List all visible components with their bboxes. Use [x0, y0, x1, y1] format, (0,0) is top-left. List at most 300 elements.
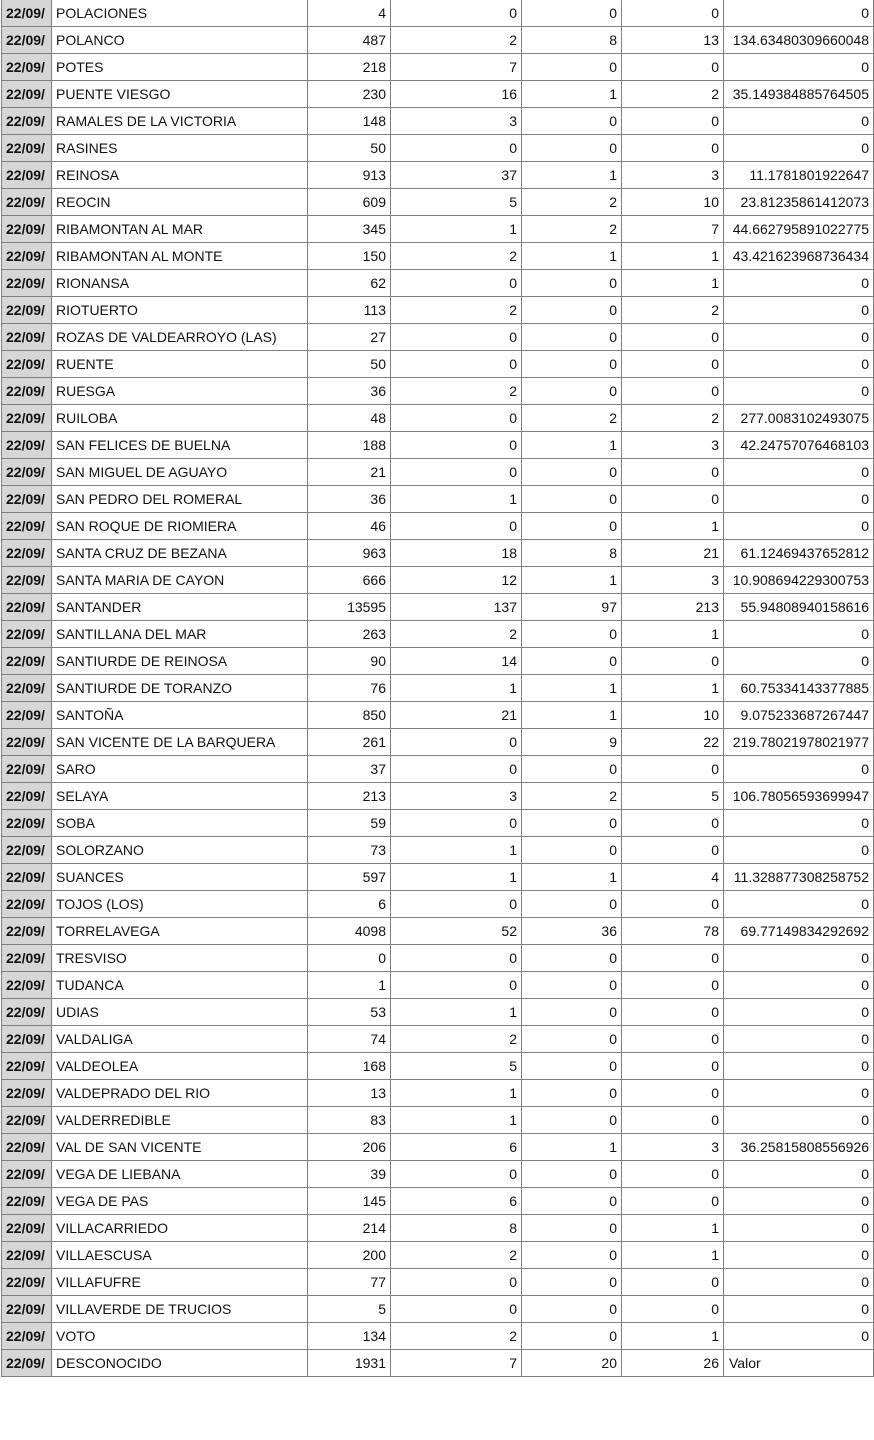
value-cell[interactable]: 0 — [622, 459, 724, 486]
date-cell[interactable]: 22/09/ — [2, 378, 52, 405]
date-cell[interactable]: 22/09/ — [2, 27, 52, 54]
date-cell[interactable]: 22/09/ — [2, 1350, 52, 1377]
rate-cell[interactable]: 10.908694229300753 — [724, 567, 874, 594]
rate-cell[interactable]: 0 — [724, 108, 874, 135]
value-cell[interactable]: 9 — [522, 729, 622, 756]
value-cell[interactable]: 78 — [622, 918, 724, 945]
rate-cell[interactable]: 0 — [724, 54, 874, 81]
date-cell[interactable]: 22/09/ — [2, 1161, 52, 1188]
date-cell[interactable]: 22/09/ — [2, 702, 52, 729]
total-cell[interactable]: 50 — [308, 351, 391, 378]
value-cell[interactable]: 0 — [522, 1188, 622, 1215]
rate-cell[interactable]: 0 — [724, 1107, 874, 1134]
total-cell[interactable]: 850 — [308, 702, 391, 729]
total-cell[interactable]: 1 — [308, 972, 391, 999]
municipality-cell[interactable]: SANTANDER — [52, 594, 308, 621]
rate-cell[interactable]: 0 — [724, 1026, 874, 1053]
date-cell[interactable]: 22/09/ — [2, 621, 52, 648]
total-cell[interactable]: 90 — [308, 648, 391, 675]
value-cell[interactable]: 2 — [391, 1026, 522, 1053]
value-cell[interactable]: 0 — [622, 1026, 724, 1053]
date-cell[interactable]: 22/09/ — [2, 162, 52, 189]
value-cell[interactable]: 1 — [391, 864, 522, 891]
value-cell[interactable]: 213 — [622, 594, 724, 621]
total-cell[interactable]: 36 — [308, 486, 391, 513]
value-cell[interactable]: 0 — [522, 756, 622, 783]
value-cell[interactable]: 0 — [522, 1269, 622, 1296]
value-cell[interactable]: 0 — [391, 513, 522, 540]
value-cell[interactable]: 0 — [391, 729, 522, 756]
rate-cell[interactable]: 69.77149834292692 — [724, 918, 874, 945]
rate-cell[interactable]: 0 — [724, 1080, 874, 1107]
date-cell[interactable]: 22/09/ — [2, 0, 52, 27]
rate-cell[interactable]: 0 — [724, 0, 874, 27]
value-cell[interactable]: 13 — [622, 27, 724, 54]
total-cell[interactable]: 83 — [308, 1107, 391, 1134]
value-cell[interactable]: 2 — [522, 216, 622, 243]
value-cell[interactable]: 0 — [522, 621, 622, 648]
date-cell[interactable]: 22/09/ — [2, 81, 52, 108]
rate-cell[interactable]: 35.149384885764505 — [724, 81, 874, 108]
value-cell[interactable]: 2 — [391, 27, 522, 54]
value-cell[interactable]: 0 — [522, 351, 622, 378]
total-cell[interactable]: 21 — [308, 459, 391, 486]
value-cell[interactable]: 0 — [622, 1269, 724, 1296]
rate-cell[interactable]: 0 — [724, 945, 874, 972]
municipality-cell[interactable]: SOBA — [52, 810, 308, 837]
date-cell[interactable]: 22/09/ — [2, 972, 52, 999]
date-cell[interactable]: 22/09/ — [2, 405, 52, 432]
value-cell[interactable]: 37 — [391, 162, 522, 189]
value-cell[interactable]: 2 — [522, 783, 622, 810]
value-cell[interactable]: 0 — [522, 1080, 622, 1107]
rate-cell[interactable]: 0 — [724, 891, 874, 918]
date-cell[interactable]: 22/09/ — [2, 1296, 52, 1323]
date-cell[interactable]: 22/09/ — [2, 837, 52, 864]
total-cell[interactable]: 261 — [308, 729, 391, 756]
value-cell[interactable]: 1 — [622, 1323, 724, 1350]
date-cell[interactable]: 22/09/ — [2, 459, 52, 486]
total-cell[interactable]: 6 — [308, 891, 391, 918]
total-cell[interactable]: 62 — [308, 270, 391, 297]
value-cell[interactable]: 0 — [522, 891, 622, 918]
value-cell[interactable]: 2 — [391, 297, 522, 324]
value-cell[interactable]: 0 — [391, 270, 522, 297]
value-cell[interactable]: 0 — [522, 486, 622, 513]
rate-cell[interactable]: 55.94808940158616 — [724, 594, 874, 621]
municipality-cell[interactable]: VAL DE SAN VICENTE — [52, 1134, 308, 1161]
value-cell[interactable]: 0 — [391, 324, 522, 351]
total-cell[interactable]: 230 — [308, 81, 391, 108]
value-cell[interactable]: 1 — [391, 675, 522, 702]
value-cell[interactable]: 3 — [622, 1134, 724, 1161]
date-cell[interactable]: 22/09/ — [2, 594, 52, 621]
date-cell[interactable]: 22/09/ — [2, 108, 52, 135]
rate-cell[interactable]: 0 — [724, 1053, 874, 1080]
total-cell[interactable]: 214 — [308, 1215, 391, 1242]
date-cell[interactable]: 22/09/ — [2, 540, 52, 567]
total-cell[interactable]: 13 — [308, 1080, 391, 1107]
value-cell[interactable]: 18 — [391, 540, 522, 567]
date-cell[interactable]: 22/09/ — [2, 810, 52, 837]
date-cell[interactable]: 22/09/ — [2, 216, 52, 243]
value-cell[interactable]: 6 — [391, 1134, 522, 1161]
municipality-cell[interactable]: POLACIONES — [52, 0, 308, 27]
value-cell[interactable]: 10 — [622, 702, 724, 729]
value-cell[interactable]: 0 — [522, 54, 622, 81]
value-cell[interactable]: 2 — [522, 189, 622, 216]
value-cell[interactable]: 0 — [522, 1215, 622, 1242]
total-cell[interactable]: 134 — [308, 1323, 391, 1350]
value-cell[interactable]: 0 — [522, 108, 622, 135]
rate-cell[interactable]: 0 — [724, 270, 874, 297]
date-cell[interactable]: 22/09/ — [2, 891, 52, 918]
date-cell[interactable]: 22/09/ — [2, 783, 52, 810]
value-cell[interactable]: 0 — [391, 459, 522, 486]
rate-cell[interactable]: 44.662795891022775 — [724, 216, 874, 243]
value-cell[interactable]: 1 — [522, 243, 622, 270]
value-cell[interactable]: 1 — [622, 1242, 724, 1269]
date-cell[interactable]: 22/09/ — [2, 1269, 52, 1296]
municipality-cell[interactable]: SANTIURDE DE TORANZO — [52, 675, 308, 702]
value-cell[interactable]: 0 — [622, 648, 724, 675]
date-cell[interactable]: 22/09/ — [2, 918, 52, 945]
value-cell[interactable]: 1 — [522, 864, 622, 891]
value-cell[interactable]: 0 — [391, 945, 522, 972]
rate-cell[interactable]: 11.1781801922647 — [724, 162, 874, 189]
value-cell[interactable]: 0 — [622, 135, 724, 162]
value-cell[interactable]: 2 — [622, 405, 724, 432]
value-cell[interactable]: 0 — [391, 972, 522, 999]
value-cell[interactable]: 0 — [391, 405, 522, 432]
municipality-cell[interactable]: SANTA CRUZ DE BEZANA — [52, 540, 308, 567]
municipality-cell[interactable]: SANTIURDE DE REINOSA — [52, 648, 308, 675]
value-cell[interactable]: 1 — [391, 1080, 522, 1107]
value-cell[interactable]: 0 — [622, 486, 724, 513]
municipality-cell[interactable]: ROZAS DE VALDEARROYO (LAS) — [52, 324, 308, 351]
rate-cell[interactable]: Valor — [724, 1350, 874, 1377]
value-cell[interactable]: 1 — [391, 999, 522, 1026]
date-cell[interactable]: 22/09/ — [2, 351, 52, 378]
municipality-cell[interactable]: SOLORZANO — [52, 837, 308, 864]
value-cell[interactable]: 1 — [522, 675, 622, 702]
value-cell[interactable]: 0 — [522, 0, 622, 27]
value-cell[interactable]: 1 — [522, 162, 622, 189]
total-cell[interactable]: 53 — [308, 999, 391, 1026]
value-cell[interactable]: 7 — [622, 216, 724, 243]
value-cell[interactable]: 0 — [622, 351, 724, 378]
value-cell[interactable]: 0 — [622, 1161, 724, 1188]
total-cell[interactable]: 218 — [308, 54, 391, 81]
value-cell[interactable]: 0 — [622, 810, 724, 837]
total-cell[interactable]: 39 — [308, 1161, 391, 1188]
rate-cell[interactable]: 60.75334143377885 — [724, 675, 874, 702]
rate-cell[interactable]: 43.421623968736434 — [724, 243, 874, 270]
municipality-cell[interactable]: TOJOS (LOS) — [52, 891, 308, 918]
value-cell[interactable]: 10 — [622, 189, 724, 216]
municipality-cell[interactable]: PUENTE VIESGO — [52, 81, 308, 108]
date-cell[interactable]: 22/09/ — [2, 1107, 52, 1134]
total-cell[interactable]: 150 — [308, 243, 391, 270]
total-cell[interactable]: 609 — [308, 189, 391, 216]
value-cell[interactable]: 1 — [522, 1134, 622, 1161]
total-cell[interactable]: 145 — [308, 1188, 391, 1215]
total-cell[interactable]: 213 — [308, 783, 391, 810]
total-cell[interactable]: 73 — [308, 837, 391, 864]
value-cell[interactable]: 137 — [391, 594, 522, 621]
municipality-cell[interactable]: RIBAMONTAN AL MONTE — [52, 243, 308, 270]
value-cell[interactable]: 1 — [522, 702, 622, 729]
date-cell[interactable]: 22/09/ — [2, 324, 52, 351]
value-cell[interactable]: 0 — [522, 648, 622, 675]
value-cell[interactable]: 4 — [622, 864, 724, 891]
total-cell[interactable]: 59 — [308, 810, 391, 837]
municipality-cell[interactable]: VEGA DE LIEBANA — [52, 1161, 308, 1188]
value-cell[interactable]: 0 — [522, 972, 622, 999]
total-cell[interactable]: 487 — [308, 27, 391, 54]
total-cell[interactable]: 5 — [308, 1296, 391, 1323]
total-cell[interactable]: 666 — [308, 567, 391, 594]
value-cell[interactable]: 22 — [622, 729, 724, 756]
total-cell[interactable]: 1931 — [308, 1350, 391, 1377]
date-cell[interactable]: 22/09/ — [2, 297, 52, 324]
total-cell[interactable]: 48 — [308, 405, 391, 432]
rate-cell[interactable]: 0 — [724, 351, 874, 378]
value-cell[interactable]: 26 — [622, 1350, 724, 1377]
value-cell[interactable]: 0 — [622, 324, 724, 351]
rate-cell[interactable]: 0 — [724, 810, 874, 837]
date-cell[interactable]: 22/09/ — [2, 432, 52, 459]
value-cell[interactable]: 3 — [622, 567, 724, 594]
value-cell[interactable]: 1 — [622, 243, 724, 270]
value-cell[interactable]: 0 — [622, 1053, 724, 1080]
value-cell[interactable]: 1 — [391, 837, 522, 864]
total-cell[interactable]: 76 — [308, 675, 391, 702]
rate-cell[interactable]: 0 — [724, 999, 874, 1026]
value-cell[interactable]: 1 — [622, 270, 724, 297]
total-cell[interactable]: 50 — [308, 135, 391, 162]
value-cell[interactable]: 36 — [522, 918, 622, 945]
value-cell[interactable]: 1 — [522, 81, 622, 108]
value-cell[interactable]: 0 — [391, 810, 522, 837]
rate-cell[interactable]: 0 — [724, 135, 874, 162]
rate-cell[interactable]: 0 — [724, 1269, 874, 1296]
value-cell[interactable]: 0 — [522, 1107, 622, 1134]
municipality-cell[interactable]: SELAYA — [52, 783, 308, 810]
total-cell[interactable]: 77 — [308, 1269, 391, 1296]
total-cell[interactable]: 263 — [308, 621, 391, 648]
municipality-cell[interactable]: RIONANSA — [52, 270, 308, 297]
date-cell[interactable]: 22/09/ — [2, 135, 52, 162]
value-cell[interactable]: 3 — [391, 783, 522, 810]
date-cell[interactable]: 22/09/ — [2, 1053, 52, 1080]
value-cell[interactable]: 0 — [522, 810, 622, 837]
municipality-cell[interactable]: VILLAFUFRE — [52, 1269, 308, 1296]
rate-cell[interactable]: 0 — [724, 972, 874, 999]
value-cell[interactable]: 0 — [391, 1161, 522, 1188]
municipality-cell[interactable]: VILLACARRIEDO — [52, 1215, 308, 1242]
value-cell[interactable]: 0 — [622, 891, 724, 918]
rate-cell[interactable]: 134.63480309660048 — [724, 27, 874, 54]
municipality-cell[interactable]: TUDANCA — [52, 972, 308, 999]
municipality-cell[interactable]: RIOTUERTO — [52, 297, 308, 324]
value-cell[interactable]: 0 — [622, 945, 724, 972]
value-cell[interactable]: 1 — [391, 216, 522, 243]
value-cell[interactable]: 0 — [522, 1026, 622, 1053]
total-cell[interactable]: 36 — [308, 378, 391, 405]
date-cell[interactable]: 22/09/ — [2, 999, 52, 1026]
date-cell[interactable]: 22/09/ — [2, 648, 52, 675]
rate-cell[interactable]: 42.24757076468103 — [724, 432, 874, 459]
total-cell[interactable]: 4 — [308, 0, 391, 27]
rate-cell[interactable]: 36.25815808556926 — [724, 1134, 874, 1161]
date-cell[interactable]: 22/09/ — [2, 675, 52, 702]
rate-cell[interactable]: 0 — [724, 459, 874, 486]
value-cell[interactable]: 0 — [391, 351, 522, 378]
total-cell[interactable]: 345 — [308, 216, 391, 243]
value-cell[interactable]: 1 — [522, 567, 622, 594]
value-cell[interactable]: 16 — [391, 81, 522, 108]
value-cell[interactable]: 1 — [622, 513, 724, 540]
value-cell[interactable]: 0 — [522, 1053, 622, 1080]
value-cell[interactable]: 1 — [522, 432, 622, 459]
value-cell[interactable]: 12 — [391, 567, 522, 594]
value-cell[interactable]: 0 — [391, 432, 522, 459]
municipality-cell[interactable]: UDIAS — [52, 999, 308, 1026]
date-cell[interactable]: 22/09/ — [2, 513, 52, 540]
date-cell[interactable]: 22/09/ — [2, 945, 52, 972]
rate-cell[interactable]: 277.0083102493075 — [724, 405, 874, 432]
value-cell[interactable]: 0 — [522, 378, 622, 405]
value-cell[interactable]: 2 — [522, 405, 622, 432]
value-cell[interactable]: 0 — [522, 1296, 622, 1323]
municipality-cell[interactable]: TRESVISO — [52, 945, 308, 972]
municipality-cell[interactable]: VALDEPRADO DEL RIO — [52, 1080, 308, 1107]
total-cell[interactable]: 148 — [308, 108, 391, 135]
value-cell[interactable]: 5 — [391, 1053, 522, 1080]
rate-cell[interactable]: 0 — [724, 486, 874, 513]
value-cell[interactable]: 52 — [391, 918, 522, 945]
value-cell[interactable]: 3 — [622, 432, 724, 459]
date-cell[interactable]: 22/09/ — [2, 189, 52, 216]
date-cell[interactable]: 22/09/ — [2, 1323, 52, 1350]
value-cell[interactable]: 2 — [391, 1323, 522, 1350]
municipality-cell[interactable]: VILLAESCUSA — [52, 1242, 308, 1269]
value-cell[interactable]: 7 — [391, 1350, 522, 1377]
value-cell[interactable]: 0 — [522, 837, 622, 864]
value-cell[interactable]: 0 — [391, 891, 522, 918]
date-cell[interactable]: 22/09/ — [2, 54, 52, 81]
value-cell[interactable]: 1 — [622, 621, 724, 648]
total-cell[interactable]: 13595 — [308, 594, 391, 621]
value-cell[interactable]: 0 — [522, 1323, 622, 1350]
municipality-cell[interactable]: REOCIN — [52, 189, 308, 216]
value-cell[interactable]: 0 — [391, 756, 522, 783]
value-cell[interactable]: 1 — [391, 1107, 522, 1134]
value-cell[interactable]: 0 — [391, 0, 522, 27]
total-cell[interactable]: 37 — [308, 756, 391, 783]
value-cell[interactable]: 0 — [622, 1296, 724, 1323]
rate-cell[interactable]: 0 — [724, 297, 874, 324]
value-cell[interactable]: 0 — [622, 837, 724, 864]
rate-cell[interactable]: 61.12469437652812 — [724, 540, 874, 567]
municipality-cell[interactable]: VEGA DE PAS — [52, 1188, 308, 1215]
value-cell[interactable]: 0 — [391, 1269, 522, 1296]
rate-cell[interactable]: 0 — [724, 1215, 874, 1242]
municipality-cell[interactable]: SAN FELICES DE BUELNA — [52, 432, 308, 459]
total-cell[interactable]: 597 — [308, 864, 391, 891]
value-cell[interactable]: 1 — [622, 1215, 724, 1242]
municipality-cell[interactable]: VALDEOLEA — [52, 1053, 308, 1080]
value-cell[interactable]: 0 — [622, 108, 724, 135]
value-cell[interactable]: 2 — [391, 1242, 522, 1269]
value-cell[interactable]: 21 — [391, 702, 522, 729]
date-cell[interactable]: 22/09/ — [2, 1134, 52, 1161]
municipality-cell[interactable]: SUANCES — [52, 864, 308, 891]
value-cell[interactable]: 0 — [522, 999, 622, 1026]
municipality-cell[interactable]: SAN PEDRO DEL ROMERAL — [52, 486, 308, 513]
rate-cell[interactable]: 0 — [724, 648, 874, 675]
total-cell[interactable]: 113 — [308, 297, 391, 324]
total-cell[interactable]: 46 — [308, 513, 391, 540]
municipality-cell[interactable]: VILLAVERDE DE TRUCIOS — [52, 1296, 308, 1323]
value-cell[interactable]: 2 — [622, 297, 724, 324]
total-cell[interactable]: 0 — [308, 945, 391, 972]
value-cell[interactable]: 0 — [622, 972, 724, 999]
total-cell[interactable]: 4098 — [308, 918, 391, 945]
value-cell[interactable]: 5 — [622, 783, 724, 810]
municipality-cell[interactable]: REINOSA — [52, 162, 308, 189]
municipality-cell[interactable]: SANTA MARIA DE CAYON — [52, 567, 308, 594]
value-cell[interactable]: 8 — [522, 27, 622, 54]
value-cell[interactable]: 0 — [522, 1242, 622, 1269]
rate-cell[interactable]: 219.78021978021977 — [724, 729, 874, 756]
date-cell[interactable]: 22/09/ — [2, 243, 52, 270]
rate-cell[interactable]: 0 — [724, 1161, 874, 1188]
rate-cell[interactable]: 0 — [724, 378, 874, 405]
municipality-cell[interactable]: RASINES — [52, 135, 308, 162]
date-cell[interactable]: 22/09/ — [2, 486, 52, 513]
total-cell[interactable]: 27 — [308, 324, 391, 351]
value-cell[interactable]: 20 — [522, 1350, 622, 1377]
value-cell[interactable]: 0 — [522, 135, 622, 162]
total-cell[interactable]: 74 — [308, 1026, 391, 1053]
total-cell[interactable]: 963 — [308, 540, 391, 567]
value-cell[interactable]: 0 — [522, 459, 622, 486]
value-cell[interactable]: 8 — [391, 1215, 522, 1242]
value-cell[interactable]: 3 — [391, 108, 522, 135]
value-cell[interactable]: 0 — [622, 1107, 724, 1134]
municipality-cell[interactable]: POLANCO — [52, 27, 308, 54]
value-cell[interactable]: 0 — [622, 1188, 724, 1215]
value-cell[interactable]: 0 — [522, 270, 622, 297]
value-cell[interactable]: 0 — [622, 756, 724, 783]
total-cell[interactable]: 188 — [308, 432, 391, 459]
total-cell[interactable]: 206 — [308, 1134, 391, 1161]
rate-cell[interactable]: 0 — [724, 1188, 874, 1215]
municipality-cell[interactable]: RUENTE — [52, 351, 308, 378]
value-cell[interactable]: 2 — [391, 621, 522, 648]
municipality-cell[interactable]: SAN MIGUEL DE AGUAYO — [52, 459, 308, 486]
value-cell[interactable]: 3 — [622, 162, 724, 189]
date-cell[interactable]: 22/09/ — [2, 864, 52, 891]
municipality-cell[interactable]: SARO — [52, 756, 308, 783]
municipality-cell[interactable]: RUESGA — [52, 378, 308, 405]
value-cell[interactable]: 2 — [391, 243, 522, 270]
value-cell[interactable]: 8 — [522, 540, 622, 567]
rate-cell[interactable]: 23.81235861412073 — [724, 189, 874, 216]
value-cell[interactable]: 0 — [522, 513, 622, 540]
